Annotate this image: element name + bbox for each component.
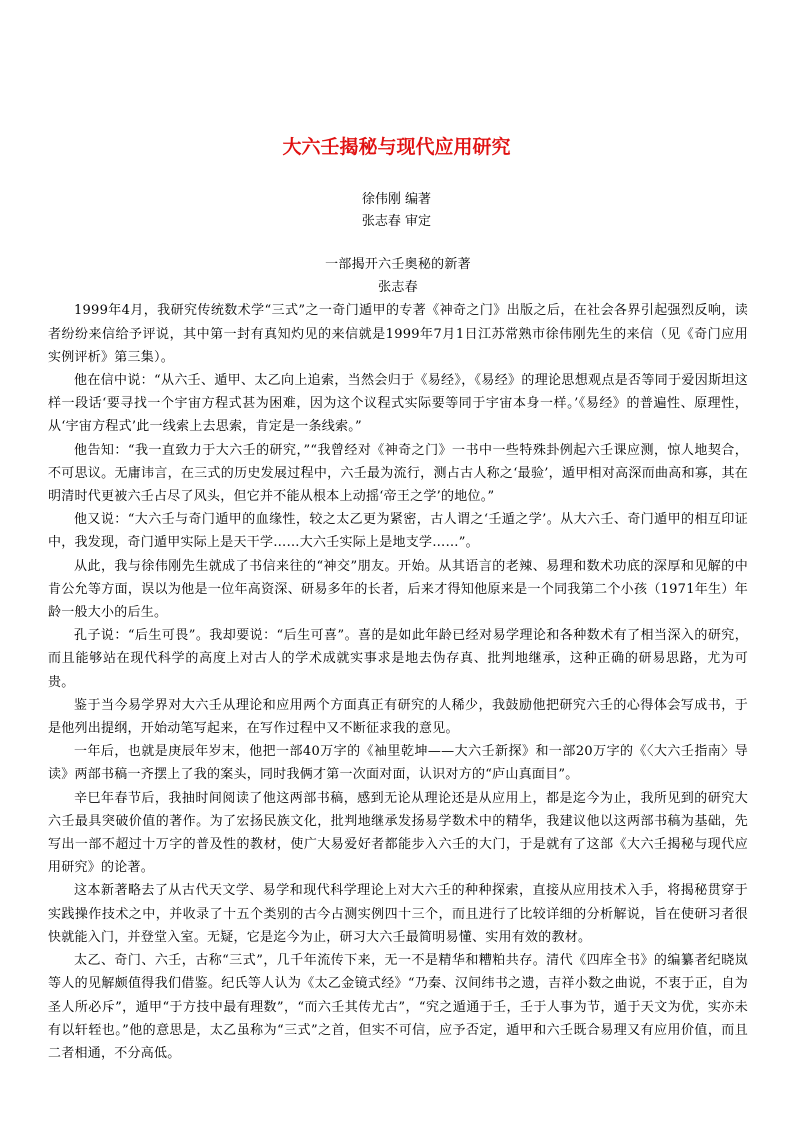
author-line: 徐伟刚 编著 <box>361 192 432 207</box>
preface-body <box>48 253 748 1065</box>
paragraph: 1999年4月，我研究传统数术学“三式”之一奇门遁甲的专著《神奇之门》出版之后，在社会各界引起强烈反响，读者纷纷来信给予评说，其中第一封有真知灼见的来信就是1999年7月1日江苏常熟市徐伟刚先生的来信（见《奇门应用实例评析》第三集）。 <box>48 303 748 365</box>
reviewer-line: 张志春 审定 <box>361 214 432 229</box>
document-title: 大六壬揭秘与现代应用研究 <box>282 136 511 158</box>
paragraph: 他告知：“我一直致力于大六壬的研究，”“我曾经对《神奇之门》一书中一些特殊卦例起六壬课应测，惊人地契合，不可思议。无庸讳言，在三式的历史发展过程中，六壬最为流行，测占古人称之‘最验’，遁甲相对高深而曲高和寡，其在明清时代更被六壬占尽了风头，但它并不能从根本上动摇‘帝王之学’的地位。” <box>48 442 748 505</box>
paragraph: 辛巳年春节后，我抽时间阅读了他这两部书稿，感到无论从理论还是从应用上，都是迄今为止，我所见到的研究大六壬最具突破价值的著作。为了宏扬民族文化，批判地继承发扬易学数术中的精华，我建议他以这两部书稿为基础，先写出一部不超过十万字的普及性的教材，使广大易爱好者都能步入六壬的大门，于是就有了这部《大六壬揭秘与现代应用研究》的论著。 <box>48 790 748 876</box>
paragraph: 一年后，也就是庚辰年岁末，他把一部40万字的《袖里乾坤——大六壬新探》和一部20万字的《〈大六壬指南〉导读》两部书稿一齐摆上了我的案头，同时我俩才第一次面对面，认识对方的“庐山真面目”。 <box>48 744 748 783</box>
paragraph: 鉴于当今易学界对大六壬从理论和应用两个方面真正有研究的人稀少，我鼓励他把研究六壬的心得体会写成书，于是他列出提纲，开始动笔写起来，在写作过程中又不断征求我的意见。 <box>48 697 748 737</box>
paragraph: 从此，我与徐伟刚先生就成了书信来往的“神交”朋友。开始。从其语言的老辣、易理和数术功底的深厚和见解的中肯公允等方面，误以为他是一位年高资深、研易多年的长者，后来才得知他原来是一个同我第二个小孩（1971年生）年龄一般大小的后生。 <box>48 558 748 621</box>
preface-title: 一部揭开六壬奥秘的新著 <box>325 257 471 272</box>
paragraph: 他在信中说：“从六壬、遁甲、太乙向上追索，当然会归于《易经》，《易经》的理论思想观点是否等同于爱因斯坦这样一段话‘要寻找一个宇宙方程式甚为困难，因为这个议程式实际要等同于宇宙本身一样。’《易经》的普遍性、原理性，从‘宇宙方程式’此一线索上去思索，肯定是一条线索。” <box>48 373 748 435</box>
paragraph: 他又说：“大六壬与奇门遁甲的血缘性，较之太乙更为紧密，古人谓之‘壬遁之学’。从大六壬、奇门遁甲的相互印证中，我发现，奇门遁甲实际上是天干学……大六壬实际上是地支学……”。 <box>48 512 748 551</box>
paragraph: 这本新著略去了从古代天文学、易学和现代科学理论上对大六壬的种种探索，直接从应用技术入手，将揭秘贯穿于实践操作技术之中，并收录了十五个类别的古今占测实例四十三个，而且进行了比较详细的分析解说，旨在使研习者很快就能入门，并登堂入室。无疑，它是迄今为止，研习大六壬最简明易懂、实用有效的教材。 <box>48 883 748 945</box>
paragraph: 孔子说：“后生可畏”。我却要说：“后生可喜”。喜的是如此年龄已经对易学理论和各种数术有了相当深入的研究，而且能够站在现代科学的高度上对古人的学术成就实事求是地去伪存真、批判地继承，这种正确的研易思路，尤为可贵。 <box>48 628 748 690</box>
preface-author: 张志春 <box>378 280 418 296</box>
paragraph: 太乙、奇门、六壬，古称“三式”，几千年流传下来，无一不是精华和糟粕共存。清代《四库全书》的编纂者纪晓岚等人的见解颇值得我们借鉴。纪氏等人认为《太乙金镜式经》“乃秦、汉间纬书之遗，吉祥小数之曲说，不衷于正，自为圣人所必斥”，遁甲“于方技中最有理数”，“而六壬其传尤古”，“究之遁通于壬，壬于人事为节，遁于天文为优，实亦未有以轩轾也。”他的意思是，太乙虽称为“三式”之首，但实不可信，应予否定，遁甲和六壬既合易理又有应用价值，而且二者相通，不分高低。 <box>48 953 748 1061</box>
